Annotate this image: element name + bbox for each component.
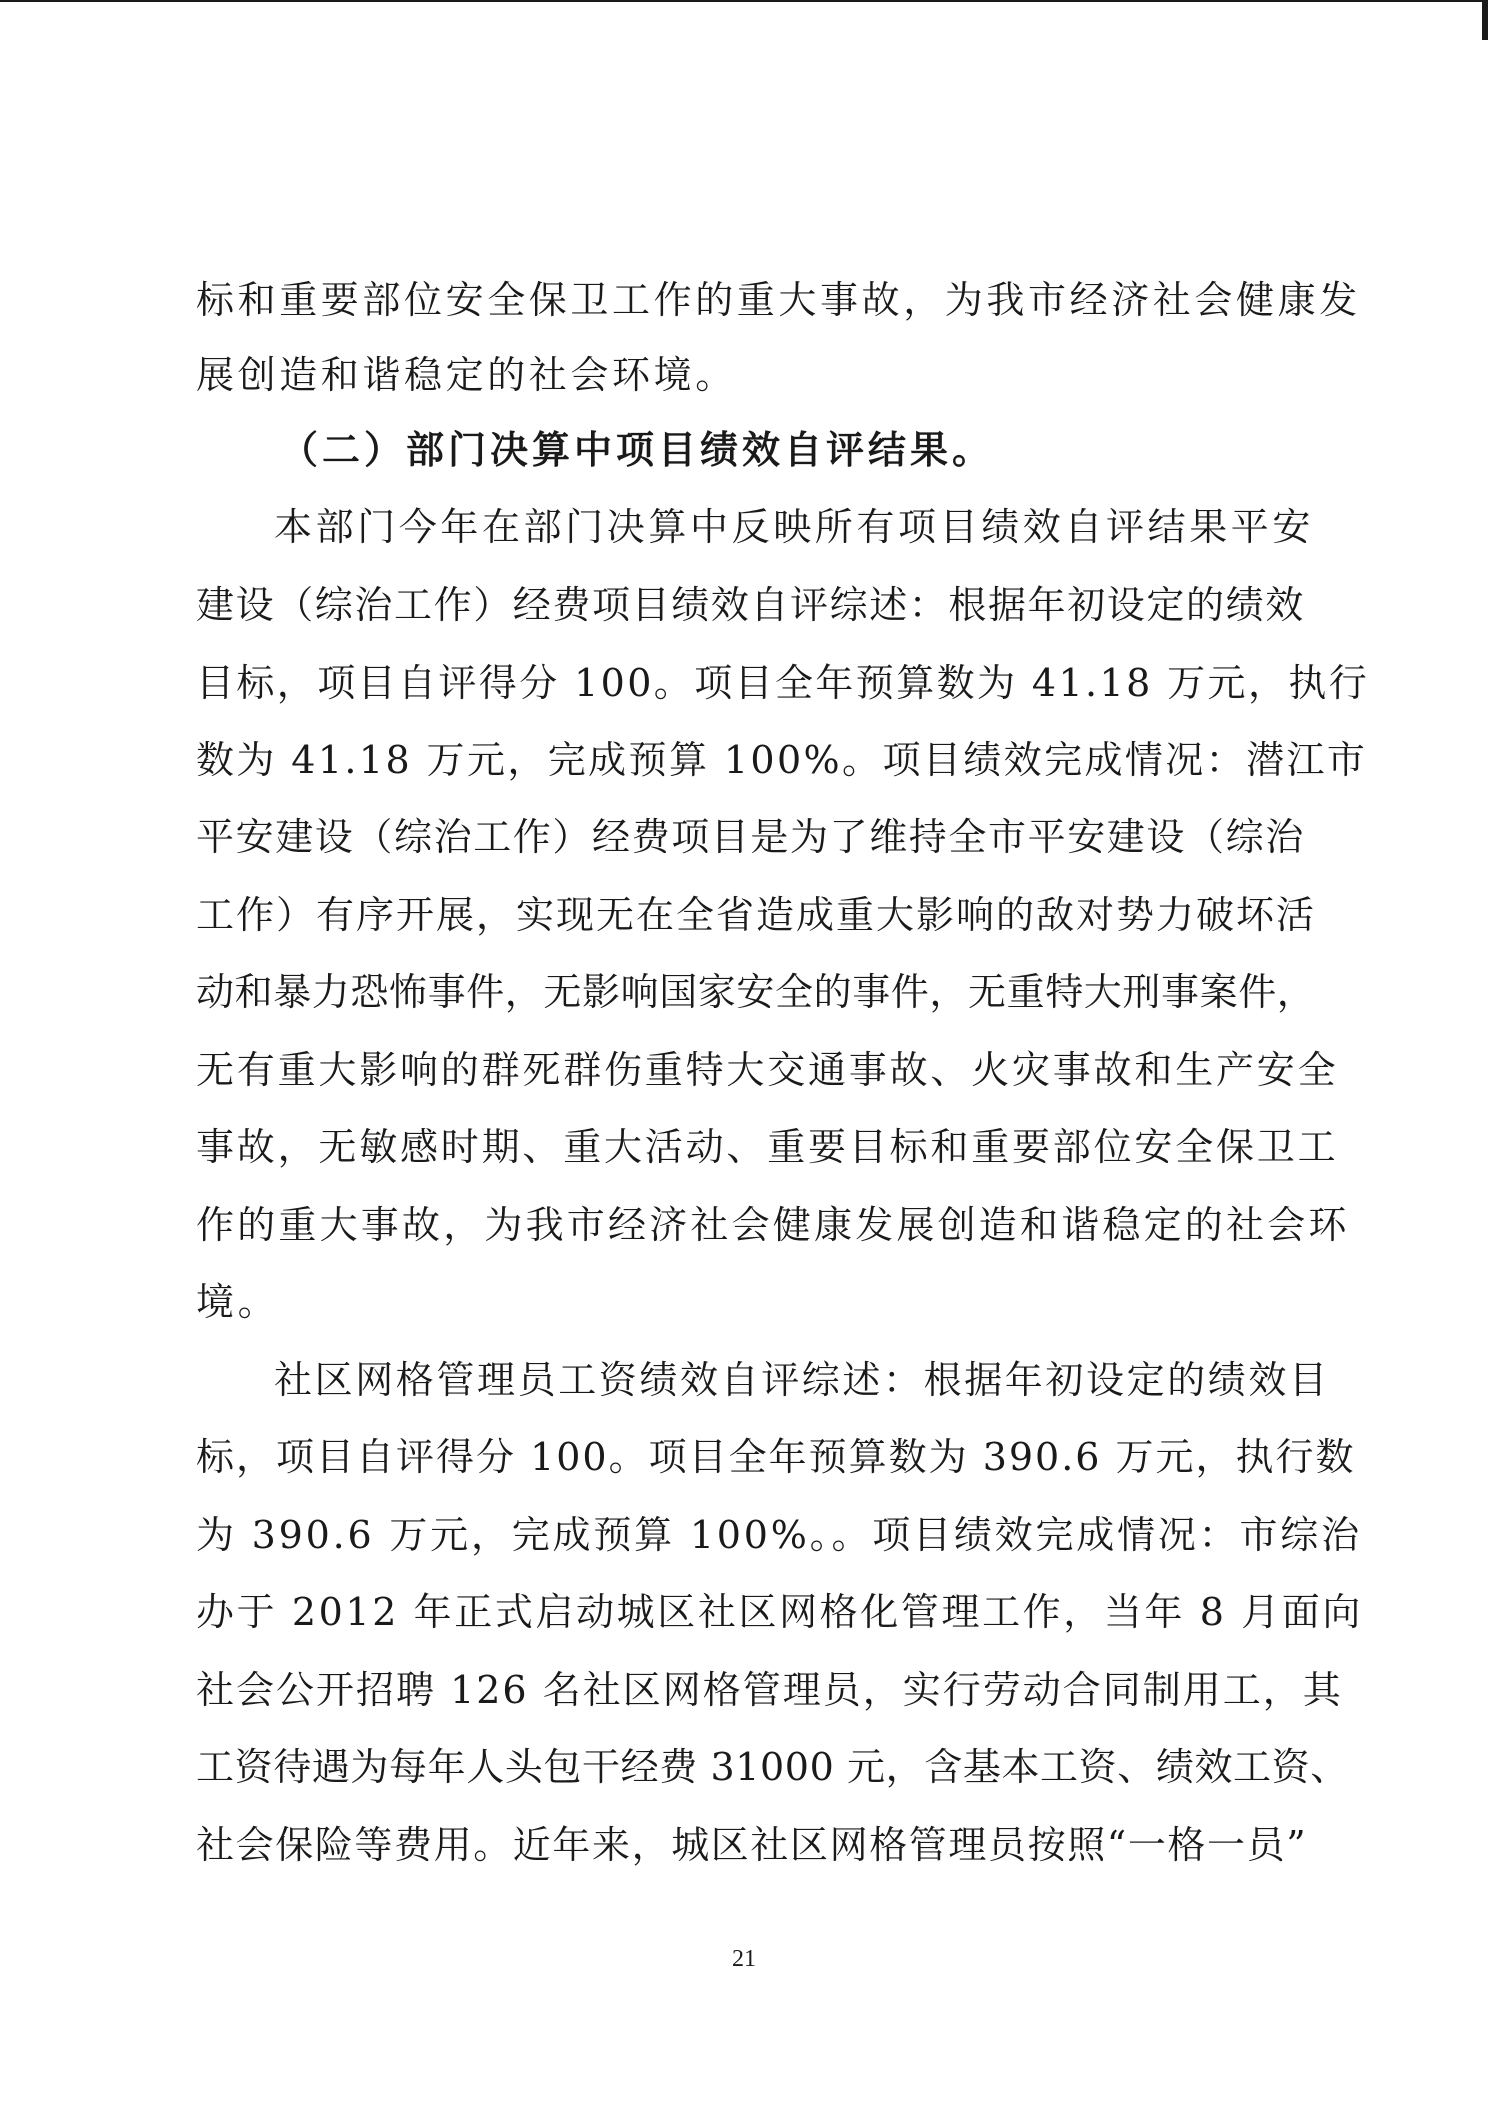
text-line-5: 建设（综治工作）经费项目绩效自评综述：根据年初设定的绩效	[196, 583, 1305, 627]
text-line-12: 事故，无敏感时期、重大活动、重要目标和重要部位安全保卫工	[196, 1125, 1339, 1169]
page-corner-mark	[1482, 0, 1488, 40]
text-line-16: 标，项目自评得分 100。项目全年预算数为 390.6 万元，执行数	[196, 1435, 1356, 1479]
page-number: 21	[732, 1946, 756, 1972]
text-line-17: 为 390.6 万元，完成预算 100%。。项目绩效完成情况：市综治	[196, 1513, 1362, 1557]
text-line-15: 社区网格管理员工资绩效自评综述：根据年初设定的绩效目	[274, 1358, 1330, 1402]
text-line-13: 作的重大事故，为我市经济社会健康发展创造和谐稳定的社会环	[196, 1203, 1350, 1247]
text-line-4: 本部门今年在部门决算中反映所有项目绩效自评结果平安	[274, 505, 1315, 549]
text-line-10: 动和暴力恐怖事件，无影响国家安全的事件，无重特大刑事案件，	[196, 970, 1316, 1014]
text-line-11: 无有重大影响的群死群伤重特大交通事故、火灾事故和生产安全	[196, 1048, 1339, 1092]
text-line-14: 境。	[196, 1280, 280, 1324]
text-line-8: 平安建设（综治工作）经费项目是为了维持全市平安建设（综治	[196, 815, 1305, 859]
page-top-border	[0, 0, 1488, 2]
text-line-19: 社会公开招聘 126 名社区网格管理员，实行劳动合同制用工，其	[196, 1668, 1343, 1712]
section-heading: （二）部门决算中项目绩效自评结果。	[280, 427, 995, 472]
text-line-2: 展创造和谐稳定的社会环境。	[196, 353, 737, 397]
text-line-7: 数为 41.18 万元，完成预算 100%。项目绩效完成情况：潜江市	[196, 738, 1368, 782]
text-line-1: 标和重要部位安全保卫工作的重大事故，为我市经济社会健康发	[196, 278, 1361, 322]
text-line-18: 办于 2012 年正式启动城区社区网格化管理工作，当年 8 月面向	[196, 1590, 1364, 1634]
text-line-21: 社会保险等费用。近年来，城区社区网格管理员按照“一格一员”	[196, 1823, 1308, 1867]
text-line-9: 工作）有序开展，实现无在全省造成重大影响的敌对势力破坏活	[196, 893, 1317, 937]
text-line-6: 目标，项目自评得分 100。项目全年预算数为 41.18 万元，执行	[196, 661, 1370, 705]
text-line-20: 工资待遇为每年人头包干经费 31000 元，含基本工资、绩效工资、	[196, 1745, 1349, 1789]
